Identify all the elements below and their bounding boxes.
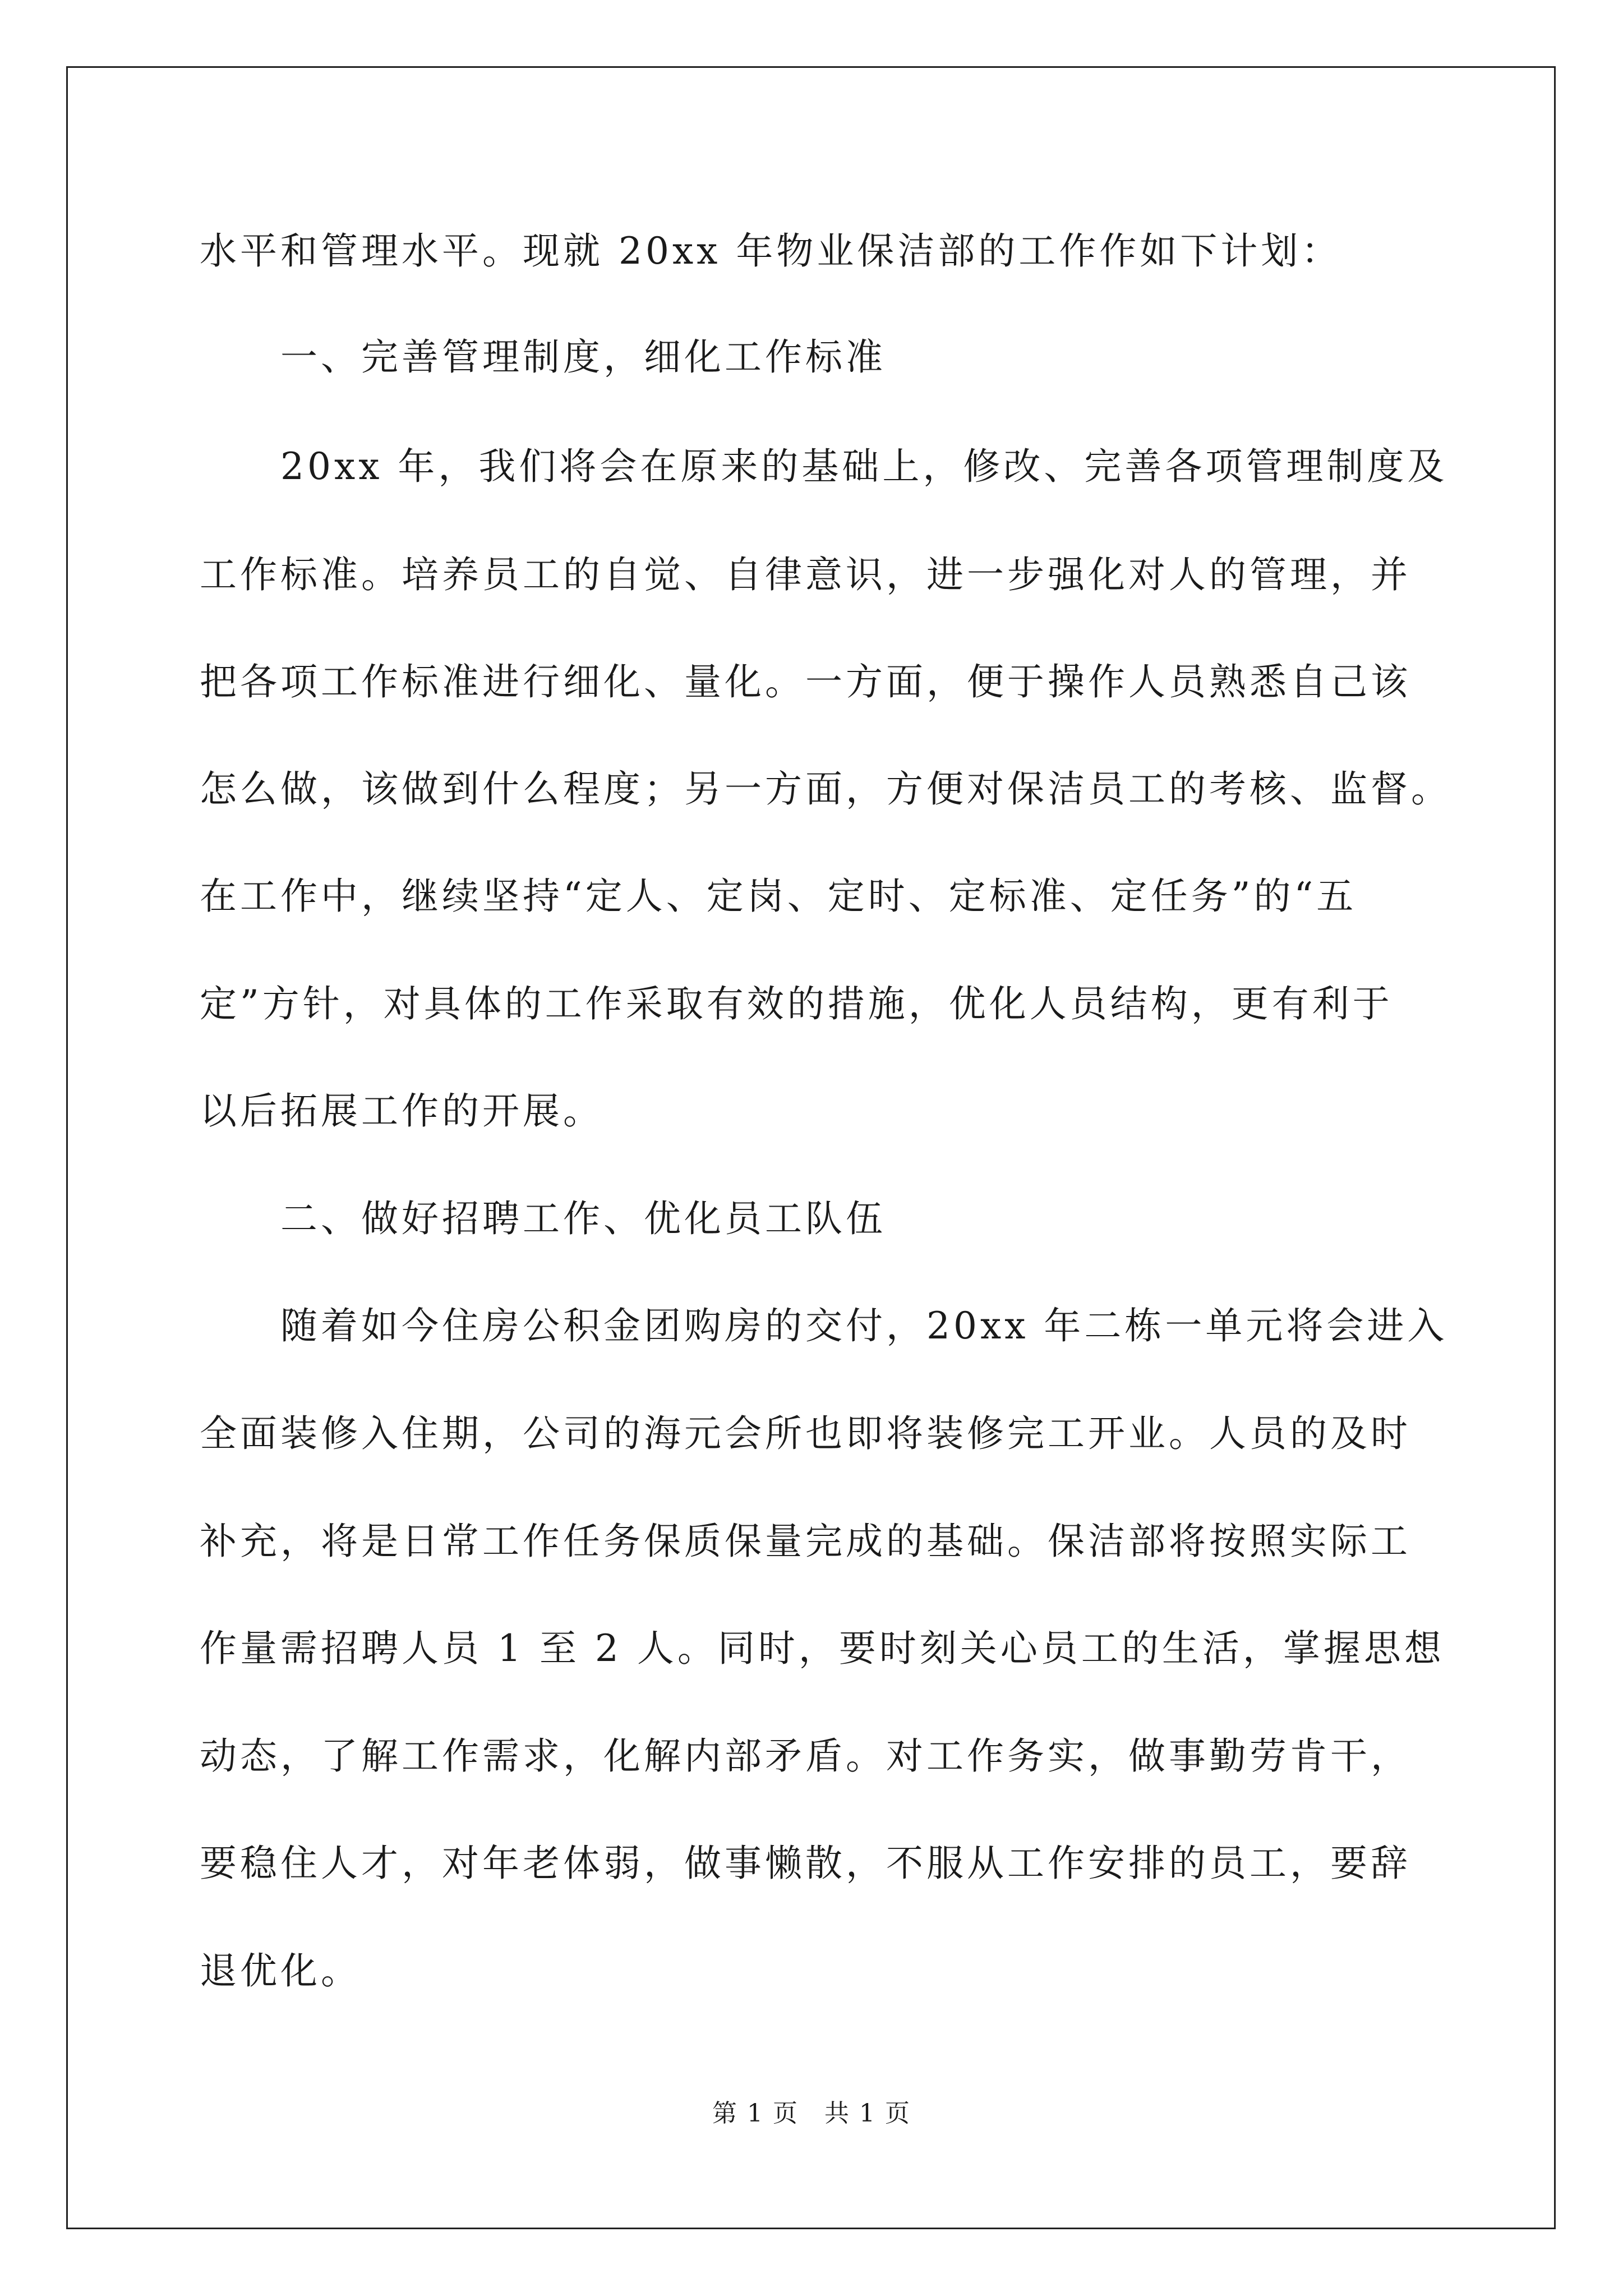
body-text-line: 动态，了解工作需求，化解内部矛盾。对工作务实，做事勤劳肯干， (200, 1734, 1411, 1778)
body-text-line: 工作标准。培养员工的自觉、自律意识，进一步强化对人的管理，并 (200, 553, 1411, 596)
body-text-line: 在工作中，继续坚持“定人、定岗、定时、定标准、定任务”的“五 (200, 875, 1357, 918)
section-heading-1: 一、完善管理制度，细化工作标准 (280, 335, 886, 379)
page-footer: 第 1 页 共 1 页 (712, 2099, 911, 2128)
body-text-line: 要稳住人才，对年老体弱，做事懒散，不服从工作安排的员工，要辞 (200, 1842, 1411, 1885)
body-text-line: 全面装修入住期，公司的海元会所也即将装修完工开业。人员的及时 (200, 1412, 1411, 1455)
body-text-line: 随着如今住房公积金团购房的交付，20xx 年二栋一单元将会进入 (280, 1304, 1448, 1347)
body-text-line: 怎么做，该做到什么程度；另一方面，方便对保洁员工的考核、监督。 (200, 767, 1451, 811)
page-border (66, 66, 1556, 2229)
section-heading-2: 二、做好招聘工作、优化员工队伍 (280, 1197, 886, 1240)
body-text-line: 20xx 年，我们将会在原来的基础上，修改、完善各项管理制度及 (280, 445, 1448, 488)
body-text-line: 以后拓展工作的开展。 (200, 1089, 603, 1133)
body-text-line: 作量需招聘人员 1 至 2 人。同时，要时刻关心员工的生活，掌握思想 (200, 1627, 1445, 1670)
body-text-line: 定”方针，对具体的工作采取有效的措施，优化人员结构，更有利于 (200, 982, 1393, 1025)
body-text-line: 把各项工作标准进行细化、量化。一方面，便于操作人员熟悉自己该 (200, 660, 1411, 703)
body-text-line: 退优化。 (200, 1949, 361, 1993)
body-text-line: 补充，将是日常工作任务保质保量完成的基础。保洁部将按照实际工 (200, 1520, 1411, 1563)
body-text-line: 水平和管理水平。现就 20xx 年物业保洁部的工作作如下计划： (200, 229, 1342, 273)
